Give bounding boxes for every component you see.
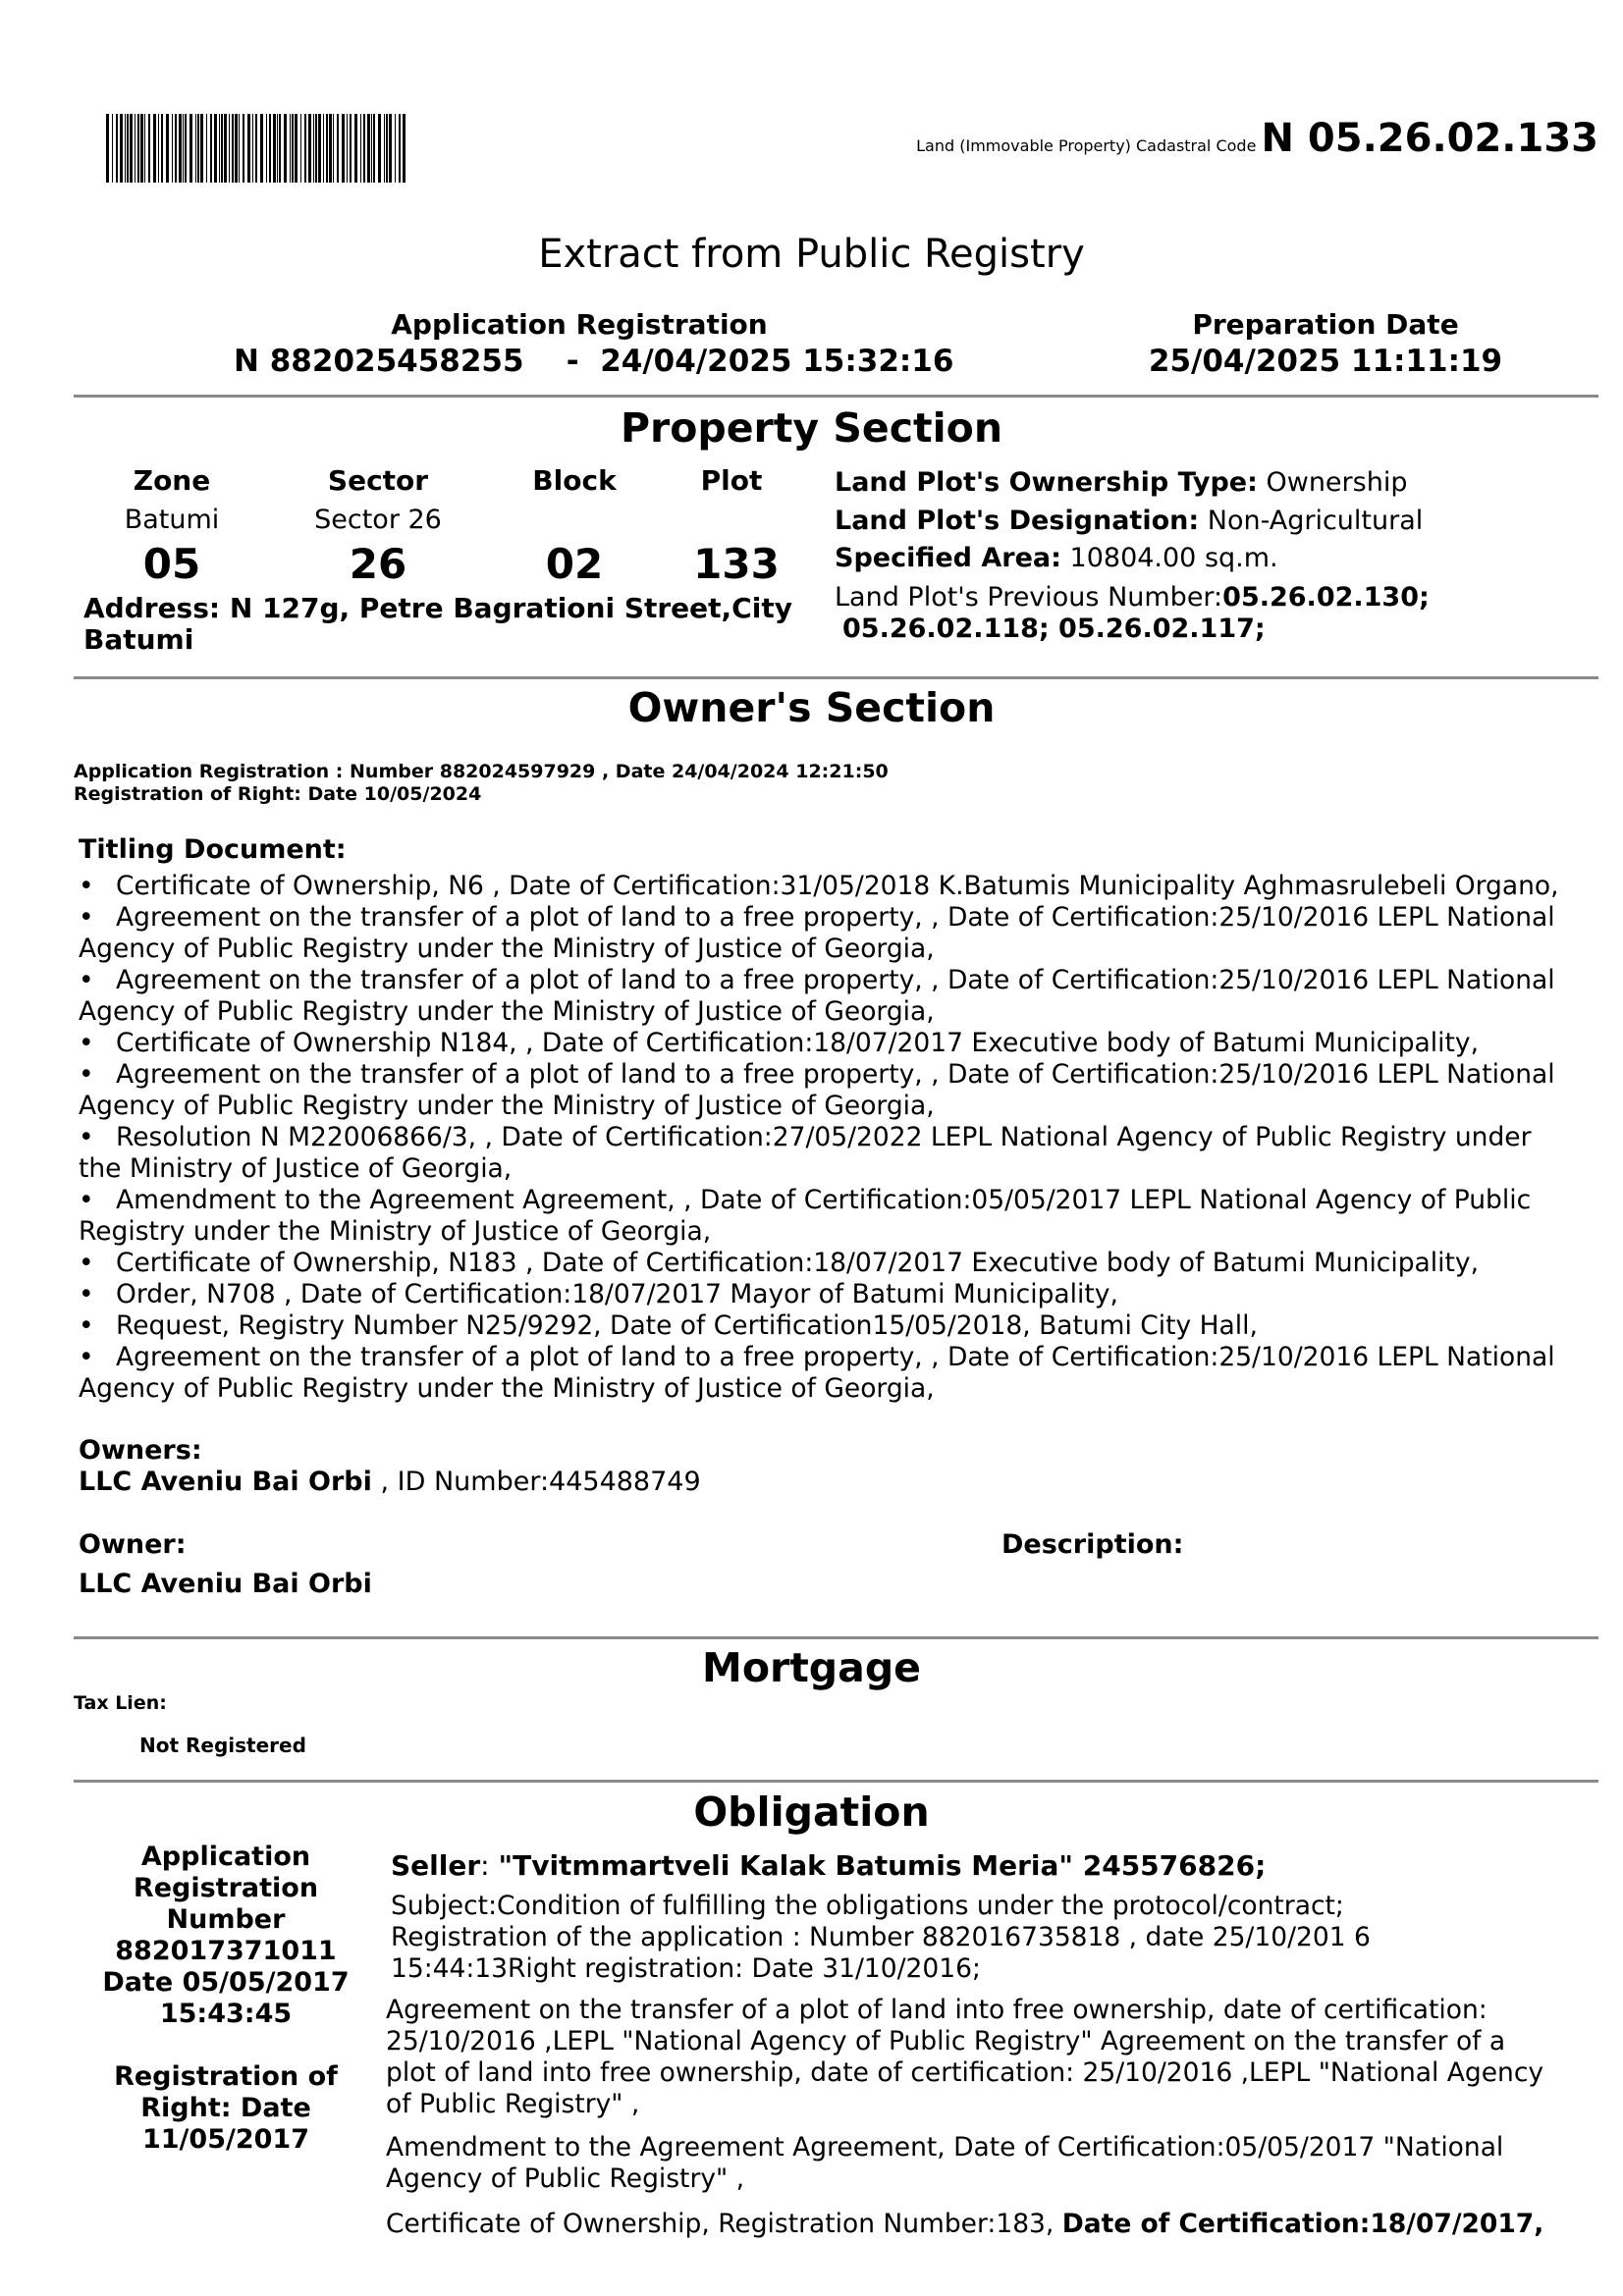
tax-lien-label: Tax Lien: bbox=[74, 1692, 167, 1714]
titling-document-text: Agreement on the transfer of a plot of land to a free property, , Date of Certification:25/10/2016 LEPL National bbox=[116, 1059, 1555, 1090]
plot-header: Plot bbox=[700, 464, 763, 497]
owner-value: LLC Aveniu Bai Orbi bbox=[79, 1569, 372, 1599]
block-header: Block bbox=[532, 464, 617, 497]
preparation-date-label: Preparation Date bbox=[1192, 308, 1459, 341]
obligation-application-block bbox=[79, 1842, 373, 2030]
zone-header: Zone bbox=[133, 464, 211, 497]
titling-document-line bbox=[79, 1185, 1591, 1216]
bullet-icon: • bbox=[79, 1059, 94, 1090]
titling-document-text: the Ministry of Justice of Georgia, bbox=[79, 1153, 513, 1184]
sector-code: 26 bbox=[349, 540, 407, 588]
obligation-paragraph-2 bbox=[386, 2132, 1503, 2195]
titling-document-text: Agency of Public Registry under the Ministry of Justice of Georgia, bbox=[79, 1373, 935, 1404]
titling-document-line bbox=[79, 934, 1591, 965]
titling-document-text: Resolution N M22006866/3, , Date of Certification:27/05/2022 LEPL National Agency of Public Registry under bbox=[116, 1122, 1532, 1152]
obligation-application-line: Application bbox=[140, 1842, 311, 1872]
previous-number-row bbox=[835, 582, 1430, 614]
obligation-registration-line: Registration of bbox=[114, 2061, 338, 2092]
plot-code: 133 bbox=[693, 540, 780, 588]
titling-document-line bbox=[79, 965, 1591, 996]
bullet-icon: • bbox=[79, 1310, 94, 1341]
titling-document-text: Agreement on the transfer of a plot of land to a free property, , Date of Certification:25/10/2016 LEPL National bbox=[116, 965, 1555, 995]
previous-number-first: 05.26.02.130; bbox=[1222, 581, 1430, 613]
cadastral-code: N 05.26.02.133 bbox=[1261, 116, 1598, 161]
obligation-application-line: Registration bbox=[133, 1873, 319, 1903]
designation-label: Land Plot's Designation: bbox=[835, 505, 1200, 536]
description-label: Description: bbox=[1001, 1529, 1184, 1560]
sector-name: Sector 26 bbox=[314, 505, 442, 535]
titling-document-line bbox=[79, 902, 1591, 934]
obligation-application-line: 15:43:45 bbox=[159, 1999, 293, 2029]
application-registration-label: Application Registration bbox=[391, 308, 768, 341]
cadastral-code-label: Land (Immovable Property) Cadastral Code bbox=[916, 136, 1257, 155]
titling-document-line bbox=[79, 996, 1591, 1028]
bullet-icon: • bbox=[79, 1342, 94, 1372]
owners-registration-info bbox=[74, 761, 889, 806]
seller-value: "Tvitmmartveli Kalak Batumis Meria" 245576826; bbox=[498, 1849, 1267, 1882]
owners-registration-of-right: Registration of Right: Date 10/05/2024 bbox=[74, 783, 482, 805]
titling-document-line bbox=[79, 1342, 1591, 1373]
seller-label: Seller bbox=[391, 1849, 481, 1882]
obligation-paragraph-line: plot of land into free ownership, date of certification: 25/10/2016 ,LEPL "National Agency bbox=[386, 2057, 1544, 2088]
obligation-paragraph-3-date: Date of Certification:18/07/2017, bbox=[1061, 2209, 1544, 2239]
obligation-application-line: Date 05/05/2017 bbox=[102, 1967, 350, 1998]
preparation-date-value: 25/04/2025 11:11:19 bbox=[1148, 344, 1503, 379]
mortgage-section-title: Mortgage bbox=[702, 1644, 921, 1691]
obligation-paragraph-line: 25/10/2016 ,LEPL "National Agency of Public Registry" Agreement on the transfer of a bbox=[386, 2026, 1506, 2056]
divider bbox=[74, 676, 1598, 679]
titling-document-line bbox=[79, 1028, 1591, 1059]
titling-document-line bbox=[79, 1279, 1591, 1310]
ownership-type-label: Land Plot's Ownership Type: bbox=[835, 467, 1258, 498]
obligation-paragraph-3 bbox=[386, 2209, 1543, 2240]
property-section-title: Property Section bbox=[620, 404, 1003, 452]
obligation-registration-line: 11/05/2017 bbox=[141, 2124, 309, 2155]
titling-document-text: Agreement on the transfer of a plot of land to a free property, , Date of Certification:25/10/2016 LEPL National bbox=[116, 1342, 1555, 1372]
titling-document-text: Certificate of Ownership N184, , Date of Certification:18/07/2017 Executive body of Batumi Municipality, bbox=[116, 1028, 1480, 1058]
obligation-paragraph-3-text: Certificate of Ownership, Registration Number:183, bbox=[386, 2209, 1062, 2239]
zone-name: Batumi bbox=[124, 505, 220, 535]
obligation-application-line: 882017371011 bbox=[115, 1936, 337, 1966]
tax-lien-status: Not Registered bbox=[139, 1734, 306, 1757]
titling-document-line bbox=[79, 871, 1591, 902]
application-number: N 882025458255 bbox=[234, 344, 524, 379]
titling-document-text: Certificate of Ownership, N183 , Date of Certification:18/07/2017 Executive body of Batumi Municipality, bbox=[116, 1248, 1480, 1278]
titling-document-line bbox=[79, 1091, 1591, 1122]
sector-header: Sector bbox=[327, 464, 429, 497]
bullet-icon: • bbox=[79, 1185, 94, 1215]
property-details bbox=[835, 464, 1430, 645]
bullet-icon: • bbox=[79, 902, 94, 933]
obligation-paragraph-line: of Public Registry" , bbox=[386, 2089, 640, 2119]
bullet-icon: • bbox=[79, 1122, 94, 1152]
area-value: 10804.00 sq.m. bbox=[1069, 543, 1278, 573]
bullet-icon: • bbox=[79, 871, 94, 901]
application-registration-value bbox=[234, 344, 953, 379]
owner-id: , ID Number:445488749 bbox=[371, 1467, 701, 1497]
area-label: Specified Area: bbox=[835, 543, 1061, 573]
owners-entry bbox=[79, 1467, 701, 1497]
titling-document-line bbox=[79, 1310, 1591, 1342]
obligation-subject-line: Subject:Condition of fulfilling the obligations under the protocol/contract; bbox=[391, 1891, 1344, 1921]
titling-document-line bbox=[79, 1373, 1591, 1405]
area-row bbox=[835, 540, 1430, 578]
titling-document-text: Order, N708 , Date of Certification:18/07/2017 Mayor of Batumi Municipality, bbox=[116, 1279, 1118, 1309]
titling-document-line bbox=[79, 1153, 1591, 1185]
previous-number-rest: 05.26.02.118; 05.26.02.117; bbox=[842, 613, 1266, 644]
obligation-subject bbox=[391, 1891, 1371, 1985]
titling-document-text: Registry under the Ministry of Justice of Georgia, bbox=[79, 1216, 712, 1247]
owners-application-registration: Application Registration : Number 882024597929 , Date 24/04/2024 12:21:50 bbox=[74, 761, 889, 782]
titling-document-text: Agreement on the transfer of a plot of land to a free property, , Date of Certification:25/10/2016 LEPL National bbox=[116, 902, 1555, 933]
obligation-paragraph-1 bbox=[386, 1995, 1543, 2120]
owners-section-title: Owner's Section bbox=[627, 684, 996, 731]
titling-document-text: Certificate of Ownership, N6 , Date of Certification:31/05/2018 K.Batumis Municipality Aghmasrulebeli Organo, bbox=[116, 871, 1559, 901]
designation-value: Non-Agricultural bbox=[1207, 505, 1424, 536]
property-address: Address: N 127g, Petre Bagrationi Street,City Batumi bbox=[83, 592, 792, 656]
titling-document-list bbox=[79, 871, 1591, 1405]
barcode-image bbox=[106, 114, 406, 183]
owner-label: Owner: bbox=[79, 1529, 187, 1560]
obligation-paragraph-line: Amendment to the Agreement Agreement, Date of Certification:05/05/2017 "National bbox=[386, 2132, 1504, 2163]
obligation-subject-line: Registration of the application : Number 882016735818 , date 25/10/201 6 bbox=[391, 1922, 1371, 1952]
titling-document-line bbox=[79, 1216, 1591, 1248]
ownership-type-row bbox=[835, 464, 1430, 503]
divider bbox=[74, 1780, 1598, 1783]
obligation-paragraph-line: Agency of Public Registry" , bbox=[386, 2163, 745, 2194]
titling-document-line bbox=[79, 1122, 1591, 1153]
application-datetime: 24/04/2025 15:32:16 bbox=[600, 344, 954, 379]
divider bbox=[74, 395, 1598, 398]
obligation-application-line: Number bbox=[166, 1904, 286, 1935]
obligation-subject-line: 15:44:13Right registration: Date 31/10/2016; bbox=[391, 1953, 981, 1984]
seller-row: Seller: "Tvitmmartveli Kalak Batumis Meria" 245576826; bbox=[391, 1849, 1267, 1882]
obligation-registration-line: Right: Date bbox=[140, 2093, 311, 2123]
owner-name: LLC Aveniu Bai Orbi bbox=[79, 1467, 372, 1497]
bullet-icon: • bbox=[79, 1279, 94, 1309]
titling-document-text: Agency of Public Registry under the Ministry of Justice of Georgia, bbox=[79, 996, 935, 1027]
titling-document-line bbox=[79, 1248, 1591, 1279]
bullet-icon: • bbox=[79, 1248, 94, 1278]
bullet-icon: • bbox=[79, 965, 94, 995]
obligation-registration-block bbox=[79, 2061, 373, 2156]
bullet-icon: • bbox=[79, 1028, 94, 1058]
titling-document-text: Agency of Public Registry under the Ministry of Justice of Georgia, bbox=[79, 1091, 935, 1121]
titling-document-label: Titling Document: bbox=[79, 834, 347, 865]
divider bbox=[74, 1636, 1598, 1639]
obligation-paragraph-line: Agreement on the transfer of a plot of land into free ownership, date of certification: bbox=[386, 1995, 1488, 2025]
ownership-type-value: Ownership bbox=[1266, 467, 1408, 498]
titling-document-text: Amendment to the Agreement Agreement, , Date of Certification:05/05/2017 LEPL National Agency of Public bbox=[116, 1185, 1532, 1215]
previous-number-label: Land Plot's Previous Number: bbox=[835, 581, 1223, 613]
titling-document-line bbox=[79, 1059, 1591, 1091]
block-code: 02 bbox=[545, 540, 604, 588]
page-title: Extract from Public Registry bbox=[538, 232, 1085, 277]
titling-document-text: Request, Registry Number N25/9292, Date of Certification15/05/2018, Batumi City Hall, bbox=[116, 1310, 1258, 1341]
application-separator: - bbox=[566, 344, 579, 379]
designation-row bbox=[835, 503, 1430, 541]
zone-code: 05 bbox=[142, 540, 201, 588]
owners-label: Owners: bbox=[79, 1435, 202, 1466]
cadastral-code-block bbox=[916, 116, 1598, 161]
titling-document-text: Agency of Public Registry under the Ministry of Justice of Georgia, bbox=[79, 934, 935, 964]
obligation-section-title: Obligation bbox=[693, 1789, 930, 1836]
